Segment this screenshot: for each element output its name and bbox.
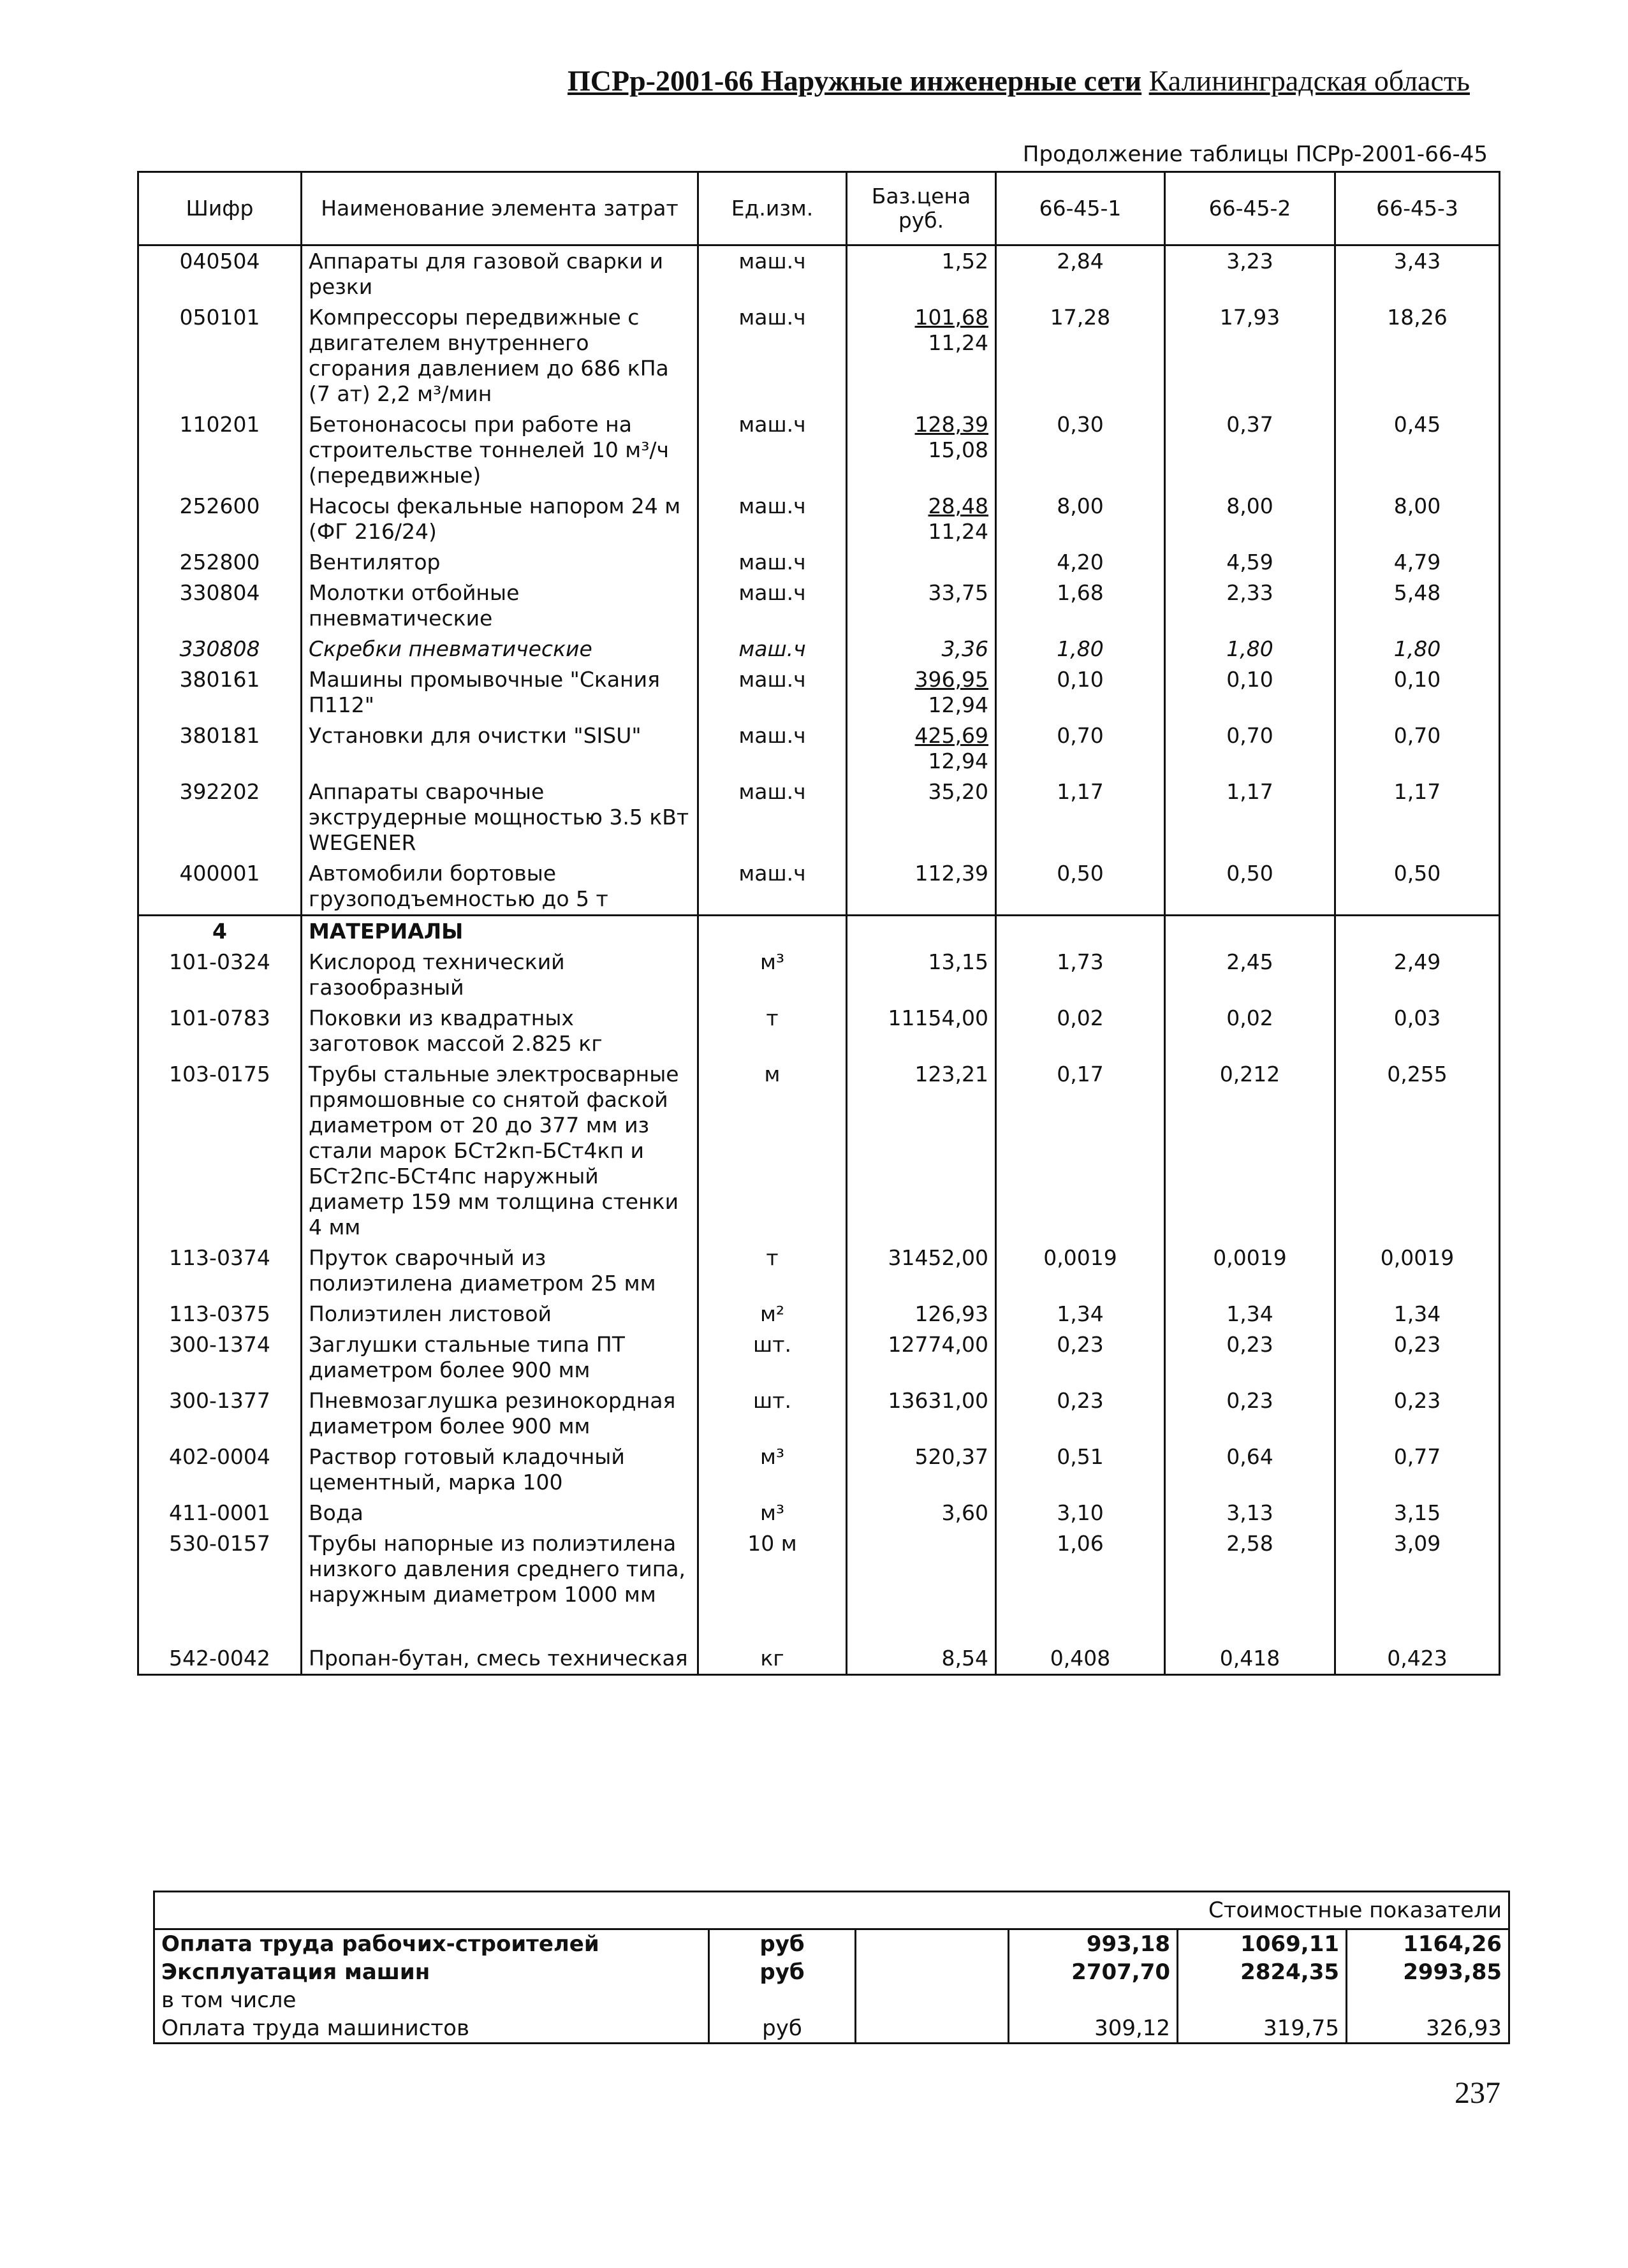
material-unit: кг [760,1646,784,1671]
section-code: 4 [138,916,302,947]
cell-name [302,1643,698,1675]
cell-unit: маш.ч [698,245,847,303]
material-name: Полиэтилен листовой [309,1301,552,1326]
material-name: Поковки из квадратных заготовок массой 2.825 кг [309,1006,603,1056]
section-empty-cell [1165,916,1335,947]
cell-code: 330808 [138,634,302,664]
cell-unit [698,1498,847,1528]
cell-66-45-1: 4,20 [996,547,1165,578]
cell-code: 380161 [138,664,302,721]
price-value: 128,39 [914,412,988,437]
cell-66-45-3: 1,17 [1335,777,1500,858]
cell-66-45-1: 1,68 [996,578,1165,634]
cell-name: Автомобили бортовые грузоподъемностью до 5 т [302,858,698,916]
section-empty-cell [698,916,847,947]
material-name: Трубы стальные электросварные прямошовные со снятой фаской диаметром от 20 до 377 мм из стали марок БСт2кп-БСт4кп и БСт2пс-БСт4пс наружный диаметр 159 мм толщина стенки 4 мм [309,1062,679,1240]
cell-code: 050101 [138,302,302,409]
cell-code: 300-1377 [138,1386,302,1442]
cell-code: 530-0157 [138,1528,302,1610]
summary-value-labor-2: 1069,11 [1178,1929,1347,1959]
cell-66-45-1: 0,50 [996,858,1165,916]
resource-table [137,171,1500,1676]
cell-name [302,1003,698,1059]
cell-price: 126,93 [847,1299,996,1329]
cell-unit: маш.ч [698,721,847,777]
table-row [138,409,1500,491]
cell-unit [698,1329,847,1386]
cell-66-45-3: 0,23 [1335,1329,1500,1386]
summary-row-including [154,1986,1509,2014]
material-unit: м³ [759,1500,785,1525]
cell-code: 101-0783 [138,1003,302,1059]
price-value: 396,95 [914,667,988,692]
col-header-unit: Ед.изм. [698,172,847,245]
cell-name [302,947,698,1003]
cell-66-45-1: 0,0019 [996,1243,1165,1299]
cell-code: 330804 [138,578,302,634]
cell-price [847,777,996,858]
cell-price: 31452,00 [847,1243,996,1299]
cell-66-45-3: 1,34 [1335,1299,1500,1329]
cell-unit: маш.ч [698,302,847,409]
summary-value-labor-1: 993,18 [1009,1929,1178,1959]
cell-66-45-3: 18,26 [1335,302,1500,409]
cell-price [847,578,996,634]
cell-unit [698,1386,847,1442]
summary-caption: Стоимостные показатели [1009,1892,1509,1929]
summary-row-operators [154,2014,1509,2044]
summary-value-operators-3: 326,93 [1347,2014,1509,2044]
table-row [138,1059,1500,1243]
cell-66-45-2: 8,00 [1165,491,1335,547]
col-header-code: Шифр [138,172,302,245]
cell-66-45-1: 0,51 [996,1442,1165,1498]
cell-name: Вентилятор [302,547,698,578]
table-row [138,1643,1500,1675]
material-name: Заглушки стальные типа ПТ диаметром более 900 мм [309,1332,625,1382]
cell-price: 123,21 [847,1059,996,1243]
cell-price: 13631,00 [847,1386,996,1442]
cell-66-45-2: 0,50 [1165,858,1335,916]
price-value: 33,75 [928,580,988,605]
section-empty-cell [847,916,996,947]
material-unit: м² [759,1301,785,1326]
table-row [138,1498,1500,1528]
table-row [138,1299,1500,1329]
price-secondary-value: 11,24 [928,519,988,544]
cell-66-45-3: 8,00 [1335,491,1500,547]
table-row [138,1528,1500,1610]
price-secondary-value: 11,24 [928,330,988,355]
table-row [138,302,1500,409]
cell-66-45-2: 1,80 [1165,634,1335,664]
price-secondary-value: 12,94 [928,692,988,717]
document-title: ПСРр-2001-66 Наружные инженерные сети [568,64,1142,97]
cell-66-45-1: 0,23 [996,1329,1165,1386]
cell-66-45-3: 3,15 [1335,1498,1500,1528]
table-row [138,721,1500,777]
cell-unit [698,1059,847,1243]
cell-66-45-3: 0,50 [1335,858,1500,916]
cell-66-45-2: 0,10 [1165,664,1335,721]
material-unit: м³ [759,949,785,974]
price-value: 101,68 [914,305,988,330]
cell-66-45-1: 2,84 [996,245,1165,303]
cell-66-45-3: 0,0019 [1335,1243,1500,1299]
cell-66-45-1: 0,23 [996,1386,1165,1442]
cell-66-45-2: 3,23 [1165,245,1335,303]
summary-label-labor: Оплата труда рабочих-строителей [154,1929,709,1959]
region-name: Калининградская область [1148,64,1470,97]
cell-66-45-2: 0,0019 [1165,1243,1335,1299]
cell-unit [698,1442,847,1498]
summary-label-operators: Оплата труда машинистов [154,2014,709,2044]
cell-66-45-2: 3,13 [1165,1498,1335,1528]
summary-unit-labor: руб [709,1929,856,1959]
summary-value-operators-2: 319,75 [1178,2014,1347,2044]
cell-66-45-2: 0,212 [1165,1059,1335,1243]
cell-name [302,1059,698,1243]
cell-66-45-1: 0,10 [996,664,1165,721]
material-unit: м³ [759,1444,785,1469]
cell-price [847,409,996,491]
cell-66-45-1: 1,80 [996,634,1165,664]
table-row [138,245,1500,303]
cell-66-45-1: 1,73 [996,947,1165,1003]
cell-name: Установки для очистки "SISU" [302,721,698,777]
cell-unit [698,947,847,1003]
table-row [138,491,1500,547]
cell-unit [698,1003,847,1059]
col-header-66-45-3: 66-45-3 [1335,172,1500,245]
cell-price: 12774,00 [847,1329,996,1386]
cell-name: Машины промывочные "Скания П112" [302,664,698,721]
cell-66-45-2: 0,37 [1165,409,1335,491]
summary-row-machines [154,1958,1509,1986]
spacer-cell [698,1610,847,1643]
cell-price: 13,15 [847,947,996,1003]
cell-66-45-3: 0,10 [1335,664,1500,721]
cell-name: Насосы фекальные напором 24 м (ФГ 216/24) [302,491,698,547]
table-row [138,947,1500,1003]
table-row [138,1386,1500,1442]
cell-unit: маш.ч [698,491,847,547]
cell-name: Скребки пневматические [302,634,698,664]
cell-price: 11154,00 [847,1003,996,1059]
cell-unit: маш.ч [698,578,847,634]
cell-unit: маш.ч [698,664,847,721]
table-row [138,1329,1500,1386]
spacer-cell [1335,1610,1500,1643]
spacer-cell [138,1610,302,1643]
cell-66-45-2: 1,17 [1165,777,1335,858]
material-name: Трубы напорные из полиэтилена низкого давления среднего типа, наружным диаметром 1000 мм [309,1531,686,1607]
cell-price [847,491,996,547]
cell-unit: маш.ч [698,547,847,578]
cell-name [302,1299,698,1329]
cell-name: Бетононасосы при работе на строительстве тоннелей 10 м³/ч (передвижные) [302,409,698,491]
cell-66-45-2: 1,34 [1165,1299,1335,1329]
price-secondary-value: 12,94 [928,749,988,773]
cell-66-45-3: 0,423 [1335,1643,1500,1675]
cell-code: 542-0042 [138,1643,302,1675]
cell-code: 113-0375 [138,1299,302,1329]
cell-66-45-1: 0,30 [996,409,1165,491]
cell-name: Молотки отбойные пневматические [302,578,698,634]
cell-name [302,1386,698,1442]
cell-66-45-1: 17,28 [996,302,1165,409]
material-unit: м [764,1062,781,1086]
cell-unit [698,1643,847,1675]
table-row [138,634,1500,664]
summary-value-machines-3: 2993,85 [1347,1958,1509,1986]
spacer-cell [847,1610,996,1643]
price-value: 3,36 [941,636,988,661]
summary-value-machines-1: 2707,70 [1009,1958,1178,1986]
table-row [138,664,1500,721]
cell-66-45-3: 0,77 [1335,1442,1500,1498]
cell-price [847,858,996,916]
cell-name: Аппараты сварочные экструдерные мощностью 3.5 кВт WEGENER [302,777,698,858]
page-number: 237 [1455,2076,1500,2110]
section-empty-cell [996,916,1165,947]
cell-price: 520,37 [847,1442,996,1498]
cell-code: 252600 [138,491,302,547]
summary-label-machines: Эксплуатация машин [154,1958,709,1986]
price-value: 35,20 [928,779,988,804]
cell-code: 411-0001 [138,1498,302,1528]
cell-name [302,1442,698,1498]
table-row [138,1243,1500,1299]
spacer-cell [1165,1610,1335,1643]
cell-66-45-1: 0,408 [996,1643,1165,1675]
cell-name [302,1243,698,1299]
cell-code: 110201 [138,409,302,491]
cell-price: 3,60 [847,1498,996,1528]
cell-66-45-1: 0,02 [996,1003,1165,1059]
cell-price [847,664,996,721]
cell-66-45-3: 0,70 [1335,721,1500,777]
cell-price: 8,54 [847,1643,996,1675]
col-header-name: Наименование элемента затрат [302,172,698,245]
price-value: 1,52 [941,249,988,274]
cell-name [302,1329,698,1386]
cell-66-45-2: 2,33 [1165,578,1335,634]
summary-row-labor [154,1929,1509,1959]
cell-name: Компрессоры передвижные с двигателем внутреннего сгорания давлением до 686 кПа (7 ат) 2,2 м³/мин [302,302,698,409]
cell-price [847,245,996,303]
cell-66-45-3: 3,43 [1335,245,1500,303]
cell-unit [698,1243,847,1299]
cell-unit [698,1299,847,1329]
cell-66-45-3: 2,49 [1335,947,1500,1003]
cell-name [302,1498,698,1528]
price-value: 425,69 [914,723,988,748]
material-unit: шт. [753,1388,791,1413]
col-header-66-45-2: 66-45-2 [1165,172,1335,245]
table-header-row [138,172,1500,245]
material-unit: т [766,1245,779,1270]
col-header-price: Баз.цена руб. [847,172,996,245]
price-secondary-value: 15,08 [928,437,988,462]
cell-code: 392202 [138,777,302,858]
spacer-row [138,1610,1500,1643]
section-title: МАТЕРИАЛЫ [302,916,698,947]
cell-price [847,1528,996,1610]
cell-66-45-2: 0,64 [1165,1442,1335,1498]
cell-code: 040504 [138,245,302,303]
cell-price [847,721,996,777]
cell-66-45-3: 0,255 [1335,1059,1500,1243]
material-name: Раствор готовый кладочный цементный, марка 100 [309,1444,625,1495]
cell-66-45-2: 4,59 [1165,547,1335,578]
cell-unit: маш.ч [698,634,847,664]
cell-price [847,302,996,409]
price-value: 28,48 [928,494,988,518]
spacer-cell [996,1610,1165,1643]
summary-value-machines-2: 2824,35 [1178,1958,1347,1986]
section-empty-cell [1335,916,1500,947]
cell-66-45-3: 0,45 [1335,409,1500,491]
price-value: 112,39 [914,861,988,886]
cell-name [302,1528,698,1610]
table-row [138,1442,1500,1498]
cell-unit [698,1528,847,1610]
summary-unit-machines: руб [709,1958,856,1986]
col-header-66-45-1: 66-45-1 [996,172,1165,245]
material-name: Вода [309,1500,363,1525]
cell-code: 300-1374 [138,1329,302,1386]
material-unit: шт. [753,1332,791,1357]
cell-66-45-3: 0,03 [1335,1003,1500,1059]
cell-code: 402-0004 [138,1442,302,1498]
table-continuation-caption: Продолжение таблицы ПСРр-2001-66-45 [1022,142,1488,167]
cell-66-45-2: 0,418 [1165,1643,1335,1675]
summary-value-labor-3: 1164,26 [1347,1929,1509,1959]
cell-66-45-2: 17,93 [1165,302,1335,409]
cell-66-45-2: 0,23 [1165,1329,1335,1386]
section-row [138,916,1500,947]
cell-66-45-1: 1,17 [996,777,1165,858]
material-name: Пропан-бутан, смесь техническая [309,1646,688,1671]
table-row [138,547,1500,578]
cell-unit: маш.ч [698,777,847,858]
cell-66-45-3: 3,09 [1335,1528,1500,1610]
cell-66-45-2: 0,70 [1165,721,1335,777]
cell-66-45-2: 2,45 [1165,947,1335,1003]
cell-66-45-1: 1,06 [996,1528,1165,1610]
table-row [138,858,1500,916]
material-unit: 10 м [747,1531,797,1556]
cell-66-45-3: 4,79 [1335,547,1500,578]
cost-summary-table [153,1891,1510,2044]
table-row [138,1003,1500,1059]
cell-66-45-3: 5,48 [1335,578,1500,634]
cell-code: 380181 [138,721,302,777]
page-header [568,64,1492,102]
material-unit: т [766,1006,779,1030]
cell-code: 252800 [138,547,302,578]
material-name: Кислород технический газообразный [309,949,565,1000]
cell-66-45-2: 0,02 [1165,1003,1335,1059]
cell-66-45-1: 8,00 [996,491,1165,547]
summary-caption-row [154,1892,1509,1929]
cell-name: Аппараты для газовой сварки и резки [302,245,698,303]
cell-66-45-3: 0,23 [1335,1386,1500,1442]
material-name: Пруток сварочный из полиэтилена диаметром 25 мм [309,1245,656,1296]
cell-unit: маш.ч [698,858,847,916]
cell-code: 103-0175 [138,1059,302,1243]
cell-unit: маш.ч [698,409,847,491]
cell-code: 101-0324 [138,947,302,1003]
cell-price [847,547,996,578]
cell-66-45-1: 1,34 [996,1299,1165,1329]
cell-66-45-2: 0,23 [1165,1386,1335,1442]
cell-66-45-1: 0,70 [996,721,1165,777]
cell-66-45-2: 2,58 [1165,1528,1335,1610]
cell-66-45-3: 1,80 [1335,634,1500,664]
cell-price [847,634,996,664]
table-row [138,777,1500,858]
summary-unit-operators: руб [709,2014,856,2044]
cell-code: 113-0374 [138,1243,302,1299]
cell-66-45-1: 0,17 [996,1059,1165,1243]
cell-66-45-1: 3,10 [996,1498,1165,1528]
summary-value-operators-1: 309,12 [1009,2014,1178,2044]
spacer-cell [302,1610,698,1643]
summary-label-including: в том числе [154,1986,709,2014]
cell-code: 400001 [138,858,302,916]
table-row [138,578,1500,634]
material-name: Пневмозаглушка резинокордная диаметром более 900 мм [309,1388,676,1438]
